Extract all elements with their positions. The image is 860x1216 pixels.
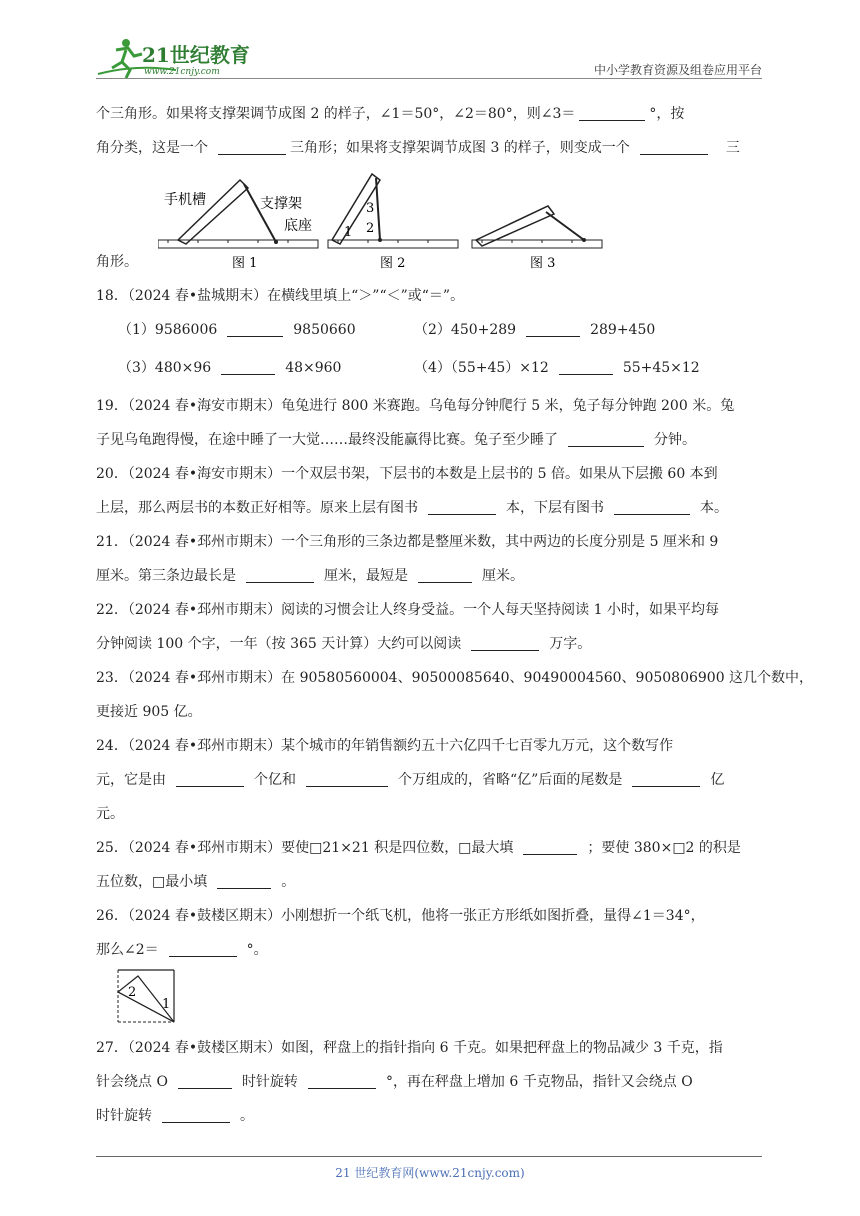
svg-text:支撑架: 支撑架 xyxy=(260,196,302,212)
phone-stand-figures xyxy=(158,170,658,272)
logo-url: www.21cnjy.com xyxy=(144,67,220,77)
q18-stem: 18．（2024 春•盐城期末）在横线里填上“＞”“＜”或“＝”。 xyxy=(96,288,465,304)
answer-blank[interactable] xyxy=(632,772,700,787)
answer-blank[interactable] xyxy=(418,568,472,583)
answer-blank[interactable] xyxy=(614,500,690,515)
q25-line-2: 五位数，□最小填 。 xyxy=(96,874,296,890)
answer-blank[interactable] xyxy=(246,568,314,583)
footer-divider xyxy=(96,1156,762,1157)
platform-name: 中小学教育资源及组卷应用平台 xyxy=(593,63,762,77)
page-header xyxy=(96,36,762,80)
answer-blank[interactable] xyxy=(559,360,613,375)
q27-line-2: 针会绕点 O 时针旋转 °，再在秤盘上增加 6 千克物品，指针又会绕点 O xyxy=(96,1074,693,1090)
svg-text:图 2: 图 2 xyxy=(380,256,406,271)
answer-blank[interactable] xyxy=(176,772,244,787)
q22-line-1: 22．（2024 春•邳州市期末）阅读的习惯会让人终身受益。一个人每天坚持阅读 1 小时，如果平均每 xyxy=(96,602,719,618)
q18-part-4: （4）（55+45）×12 55+45×12 xyxy=(414,360,700,376)
answer-blank[interactable] xyxy=(579,106,645,121)
figure-3 xyxy=(472,206,602,271)
answer-blank[interactable] xyxy=(523,840,577,855)
q27-line-1: 27．（2024 春•鼓楼区期末）如图，秤盘上的指针指向 6 千克。如果把秤盘上的物品减少 3 千克，指 xyxy=(96,1040,723,1056)
q24-line-1: 24．（2024 春•邳州市期末）某个城市的年销售额约五十六亿四千七百零九万元，这个数写作 xyxy=(96,738,674,754)
q26-line-2: 那么∠2＝ °。 xyxy=(96,942,268,958)
q24-line-2: 元，它是由 个亿和 个万组成的，省略“亿”后面的尾数是 亿 xyxy=(96,772,725,788)
svg-text:手机槽: 手机槽 xyxy=(164,192,206,208)
q17-line-2: 角分类，这是一个 三角形；如果将支撑架调节成图 3 的样子，则变成一个 三 xyxy=(96,140,740,156)
q18-part-2: （2）450+289 289+450 xyxy=(414,322,656,338)
answer-blank[interactable] xyxy=(306,772,388,787)
q18-part-3: （3）480×96 48×960 xyxy=(118,360,342,376)
answer-blank[interactable] xyxy=(471,636,539,651)
q26-line-1: 26．（2024 春•鼓楼区期末）小刚想折一个纸飞机，他将一张正方形纸如图折叠，量得∠1＝34°， xyxy=(96,908,705,924)
answer-blank[interactable] xyxy=(218,140,286,155)
answer-blank[interactable] xyxy=(308,1074,376,1089)
figure-2 xyxy=(328,174,458,271)
figure-1 xyxy=(158,180,318,271)
q20-line-1: 20．（2024 春•海安市期末）一个双层书架，下层书的本数是上层书的 5 倍。如果从下层搬 60 本到 xyxy=(96,466,718,482)
answer-blank[interactable] xyxy=(221,360,275,375)
answer-blank[interactable] xyxy=(217,874,271,889)
q21-line-2: 厘米。第三条边最长是 厘米，最短是 厘米。 xyxy=(96,568,524,584)
answer-blank[interactable] xyxy=(428,500,496,515)
svg-text:图 3: 图 3 xyxy=(530,256,556,271)
q17-line-3: 角形。 xyxy=(96,254,138,270)
q19-line-2: 子见乌龟跑得慢，在途中睡了一大觉……最终没能赢得比赛。兔子至少睡了 分钟。 xyxy=(96,432,696,448)
svg-text:1: 1 xyxy=(344,225,353,240)
svg-text:3: 3 xyxy=(366,201,375,216)
answer-blank[interactable] xyxy=(526,322,580,337)
folded-paper-figure xyxy=(116,968,178,1026)
answer-blank[interactable] xyxy=(640,140,708,155)
q23-line-1: 23．（2024 春•邳州市期末）在 90580560004、90500085640、90490004560、9050806900 这几个数中， xyxy=(96,670,814,686)
q17-line-1: 个三角形。如果将支撑架调节成图 2 的样子，∠1＝50°，∠2＝80°，则∠3＝ °，按 xyxy=(96,106,685,122)
answer-blank[interactable] xyxy=(178,1074,232,1089)
q27-line-3: 时针旋转 。 xyxy=(96,1108,254,1124)
q22-line-2: 分钟阅读 100 个字，一年（按 365 天计算）大约可以阅读 万字。 xyxy=(96,636,592,652)
svg-text:图 1: 图 1 xyxy=(232,256,258,271)
q23-line-2: 更接近 905 亿。 xyxy=(96,704,202,720)
header-divider xyxy=(96,78,762,79)
svg-text:2: 2 xyxy=(128,985,137,1000)
q20-line-2: 上层，那么两层书的本数正好相等。原来上层有图书 本，下层有图书 本。 xyxy=(96,500,728,516)
q19-line-1: 19．（2024 春•海安市期末）龟兔进行 800 米赛跑。乌龟每分钟爬行 5 米，兔子每分钟跑 200 米。兔 xyxy=(96,398,735,414)
svg-text:2: 2 xyxy=(366,221,375,236)
footer-text: 21 世纪教育网(www.21cnjy.com) xyxy=(335,1166,525,1180)
svg-text:底座: 底座 xyxy=(284,218,312,234)
q25-line-1: 25．（2024 春•邳州市期末）要使□21×21 积是四位数，□最大填 ；要使 380×□2 的积是 xyxy=(96,840,741,856)
svg-text:1: 1 xyxy=(162,997,171,1012)
q24-line-3: 元。 xyxy=(96,806,124,822)
q18-part-1: （1）9586006 9850660 xyxy=(118,322,356,338)
answer-blank[interactable] xyxy=(227,322,283,337)
answer-blank[interactable] xyxy=(169,942,237,957)
logo-text: 21世纪教育 xyxy=(142,43,250,67)
logo xyxy=(96,36,266,80)
q21-line-1: 21．（2024 春•邳州市期末）一个三角形的三条边都是整厘米数，其中两边的长度分别是 5 厘米和 9 xyxy=(96,534,719,550)
answer-blank[interactable] xyxy=(568,432,644,447)
answer-blank[interactable] xyxy=(162,1108,230,1123)
